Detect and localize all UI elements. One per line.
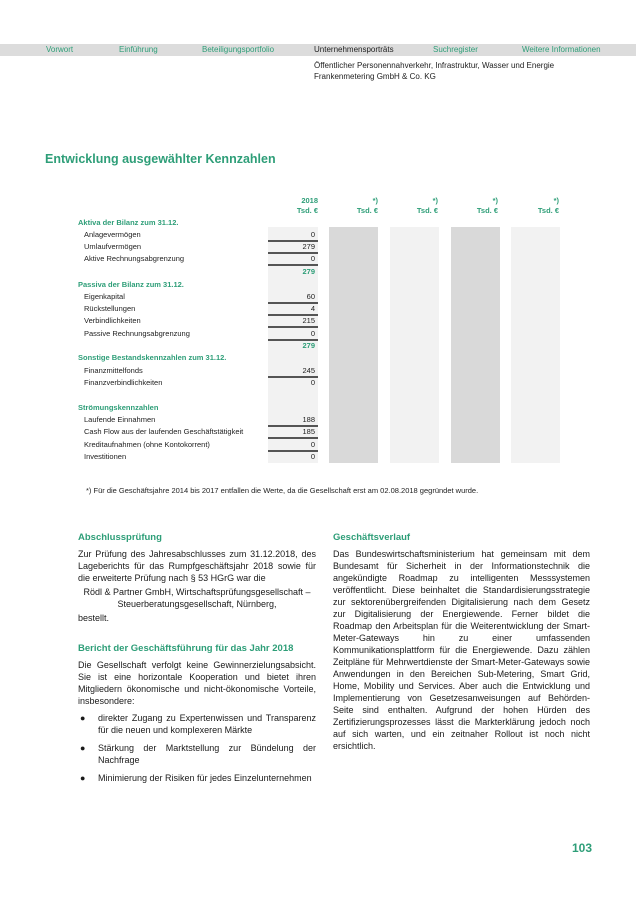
nav-item-suchregister[interactable]: Suchregister: [433, 45, 478, 54]
category-label: Öffentlicher Personennahverkehr, Infrastruktur, Wasser und Energie: [314, 61, 555, 70]
page-number: 103: [572, 841, 593, 855]
column-year: *): [432, 196, 438, 205]
abschluss-closing: bestellt.: [78, 613, 110, 623]
column-header: [328, 196, 378, 216]
company-name: Frankenmetering GmbH & Co. KG: [314, 72, 436, 81]
column-header: [509, 196, 559, 216]
table-row: Eigenkapital 60: [84, 292, 315, 301]
table-row: Kreditaufnahmen (ohne Kontokorrent) 0: [84, 440, 315, 449]
table-row: Passive Rechnungsabgrenzung 0: [84, 329, 315, 338]
column-unit: Tsd. €: [296, 206, 318, 215]
table-total: 279: [302, 341, 315, 350]
nav-item-weitere-informationen[interactable]: Weitere Informationen: [522, 45, 601, 54]
top-navigation: [0, 44, 636, 56]
nav-item-beteiligungsportfolio[interactable]: Beteiligungsportfolio: [202, 45, 275, 54]
column-unit: Tsd. €: [356, 206, 378, 215]
table-group-aktiva: Aktiva der Bilanz zum 31.12.: [78, 218, 179, 227]
column-empty-background: [451, 227, 500, 463]
column-empty-background: [329, 227, 378, 463]
table-footnote: *) Für die Geschäftsjahre 2014 bis 2017 entfallen die Werte, da die Gesellschaft erst am 02.08.2018 gegründet wurde.: [86, 486, 479, 495]
column-year: 2018: [301, 196, 318, 205]
table-row: Umlaufvermögen 279: [84, 242, 315, 251]
auditor-name: Rödl & Partner GmbH, Wirtschaftsprüfungsgesellschaft – Steuerberatungsgesellschaft, Nürnberg,: [83, 587, 311, 609]
table-row: Cash Flow aus der laufenden Geschäftstätigkeit 185: [84, 427, 315, 436]
list-item: ● direkter Zugang zu Expertenwissen und Transparenz für die neuen und komplexeren Märkte: [80, 713, 316, 735]
nav-item-vorwort[interactable]: Vorwort: [46, 45, 74, 54]
column-year: *): [553, 196, 559, 205]
bullet-icon: ●: [80, 743, 86, 753]
bericht-text: Die Gesellschaft verfolgt keine Gewinnerzielungsabsicht. Sie ist eine horizontale Kooperation und bietet ihren Mitgliedern ökonomische und nicht-ökonomische Vorteile, insbesondere:: [78, 660, 316, 706]
column-unit: Tsd. €: [537, 206, 559, 215]
bericht-heading: Bericht der Geschäftsführung für das Jahr 2018: [78, 643, 294, 654]
table-row: Rückstellungen 4: [84, 304, 315, 313]
kennzahlen-title: Entwicklung ausgewählter Kennzahlen: [45, 152, 276, 166]
table-total: 279: [302, 267, 315, 276]
column-unit: Tsd. €: [476, 206, 498, 215]
column-empty-background: [511, 227, 560, 463]
column-year: *): [372, 196, 378, 205]
table-group-stroemung: Strömungskennzahlen: [78, 403, 159, 412]
column-header: [448, 196, 498, 216]
nav-item-unternehmensportraets[interactable]: Unternehmensporträts: [314, 45, 394, 54]
table-row: Aktive Rechnungsabgrenzung 0: [84, 254, 315, 263]
table-row: Anlagevermögen 0: [84, 230, 315, 239]
bullet-icon: ●: [80, 773, 86, 783]
verlauf-text: Das Bundeswirtschaftsministerium hat gemeinsam mit dem Bundesamt für Sicherheit in der Informationstechnik die angekündigte Roadmap zu intelligenten Messsystemen veröffentlicht. Diese beinhaltet die Standardisierungsstrategie zur sektorenübergreifenden Digitalisierung nach dem Gesetz zur Digitalisierung der Energiewende. Ferner bildet die Roadmap den Arbeitsplan für die Weiterentwicklung der Smart-Meter-Gateways hin zu einer umfassenden Kommunikationsplattform für die Energiewende. Dazu zählen Zeitpläne für Mehrwertdienste der Smart-Meter-Gateways sowie Anwendungen in den Bereichen Sub-Metering, Smart Grid, Home, Mobility und Services. Aber auch die Entwicklung und Implementierung von Gesetzesanweisungen auf Behörden-Seite sind enthalten. Aufgrund der hohen Hürden des Zertifizierungsprozesses lässt die Markterklärung jedoch noch auf sich warten, und ein zeitnaher Rollout ist noch nicht ersichtlich.: [333, 549, 590, 751]
list-item: ● Stärkung der Marktstellung zur Bündelung der Nachfrage: [80, 743, 316, 765]
table-row: Verbindlichkeiten 215: [84, 316, 315, 325]
bullet-icon: ●: [80, 713, 86, 723]
abschluss-text: Zur Prüfung des Jahresabschlusses zum 31.12.2018, des Lageberichts für das Rumpfgeschäftsjahr 2018 sowie für die erweiterte Prüfung nach § 53 HGrG war die: [78, 549, 316, 583]
table-row: Finanzverbindlichkeiten 0: [84, 378, 315, 387]
table-row: Laufende Einnahmen 188: [84, 415, 315, 424]
column-year: *): [492, 196, 498, 205]
list-item: ● Minimierung der Risiken für jedes Einzelunternehmen: [80, 773, 312, 783]
table-row: Investitionen 0: [84, 452, 315, 461]
nav-item-einfuehrung[interactable]: Einführung: [119, 45, 158, 54]
table-group-passiva: Passiva der Bilanz zum 31.12.: [78, 280, 184, 289]
breadcrumb: [314, 60, 554, 82]
abschluss-heading: Abschlussprüfung: [78, 532, 162, 543]
column-header: [268, 196, 318, 216]
column-empty-background: [390, 227, 439, 463]
column-unit: Tsd. €: [416, 206, 438, 215]
column-header: [388, 196, 438, 216]
table-group-bestand: Sonstige Bestandskennzahlen zum 31.12.: [78, 353, 227, 362]
verlauf-heading: Geschäftsverlauf: [333, 532, 411, 543]
table-row: Finanzmittelfonds 245: [84, 366, 315, 375]
bericht-bullet-list: [78, 712, 316, 790]
